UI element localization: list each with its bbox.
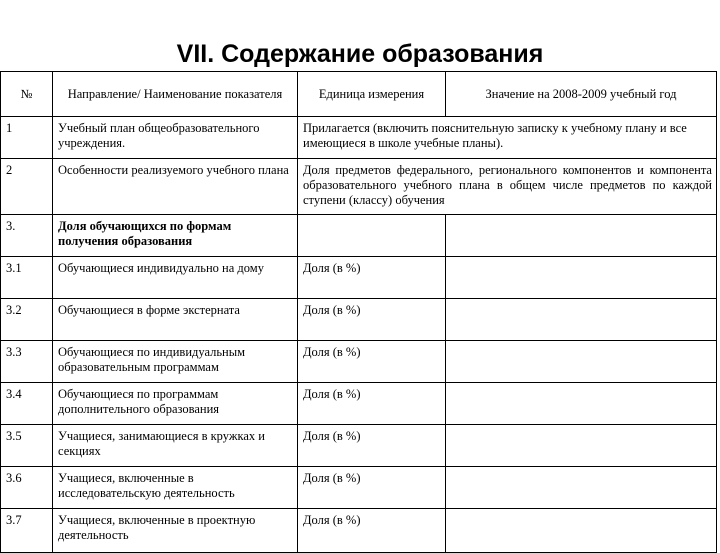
row-num: 3.3 [1,341,53,383]
row-unit [298,215,446,257]
row-value [446,509,717,553]
row-name: Учащиеся, включенные в исследовательскую деятельность [53,467,298,509]
table-row [1,341,717,383]
row-name: Учащиеся, включенные в проектную деятельность [53,509,298,553]
row-unit: Доля (в %) [298,425,446,467]
header-num: № [1,72,53,117]
table-row [1,509,717,553]
row-name: Доля обучающихся по формам получения образования [53,215,298,257]
row-unit: Доля (в %) [298,383,446,425]
row-value [446,467,717,509]
row-unit: Прилагается (включить пояснительную записку к учебному плану и все имеющиеся в школе учебные планы). [298,117,717,159]
row-unit: Доля (в %) [298,509,446,553]
table-row [1,299,717,341]
table-row [1,467,717,509]
row-value [446,215,717,257]
row-value [446,341,717,383]
row-unit: Доля предметов федерального, регионального компонентов и компонента образовательного учебного плана в общем числе предметов по каждой ступени (классу) обучения [298,159,717,215]
row-num: 1 [1,117,53,159]
table-row [1,425,717,467]
content-table [0,71,717,553]
row-name: Учащиеся, занимающиеся в кружках и секциях [53,425,298,467]
row-name: Обучающиеся по программам дополнительного образования [53,383,298,425]
row-unit: Доля (в %) [298,257,446,299]
table-row [1,383,717,425]
row-num: 3.5 [1,425,53,467]
table-row [1,117,717,159]
row-unit: Доля (в %) [298,341,446,383]
row-name: Обучающиеся индивидуально на дому [53,257,298,299]
row-value [446,383,717,425]
header-value: Значение на 2008-2009 учебный год [446,72,717,117]
row-name: Обучающиеся по индивидуальным образовательным программам [53,341,298,383]
row-name: Особенности реализуемого учебного плана [53,159,298,215]
table-row [1,257,717,299]
row-unit: Доля (в %) [298,299,446,341]
row-num: 3. [1,215,53,257]
row-value [446,299,717,341]
table-row [1,215,717,257]
row-num: 3.4 [1,383,53,425]
row-num: 3.7 [1,509,53,553]
row-unit: Доля (в %) [298,467,446,509]
table-header-row [1,72,717,117]
row-name: Учебный план общеобразовательного учреждения. [53,117,298,159]
page-title: VII. Содержание образования [176,40,544,68]
row-value [446,425,717,467]
header-name: Направление/ Наименование показателя [53,72,298,117]
row-num: 2 [1,159,53,215]
table-row [1,159,717,215]
row-value [446,257,717,299]
row-num: 3.2 [1,299,53,341]
row-num: 3.1 [1,257,53,299]
header-unit: Единица измерения [298,72,446,117]
row-num: 3.6 [1,467,53,509]
row-name: Обучающиеся в форме экстерната [53,299,298,341]
